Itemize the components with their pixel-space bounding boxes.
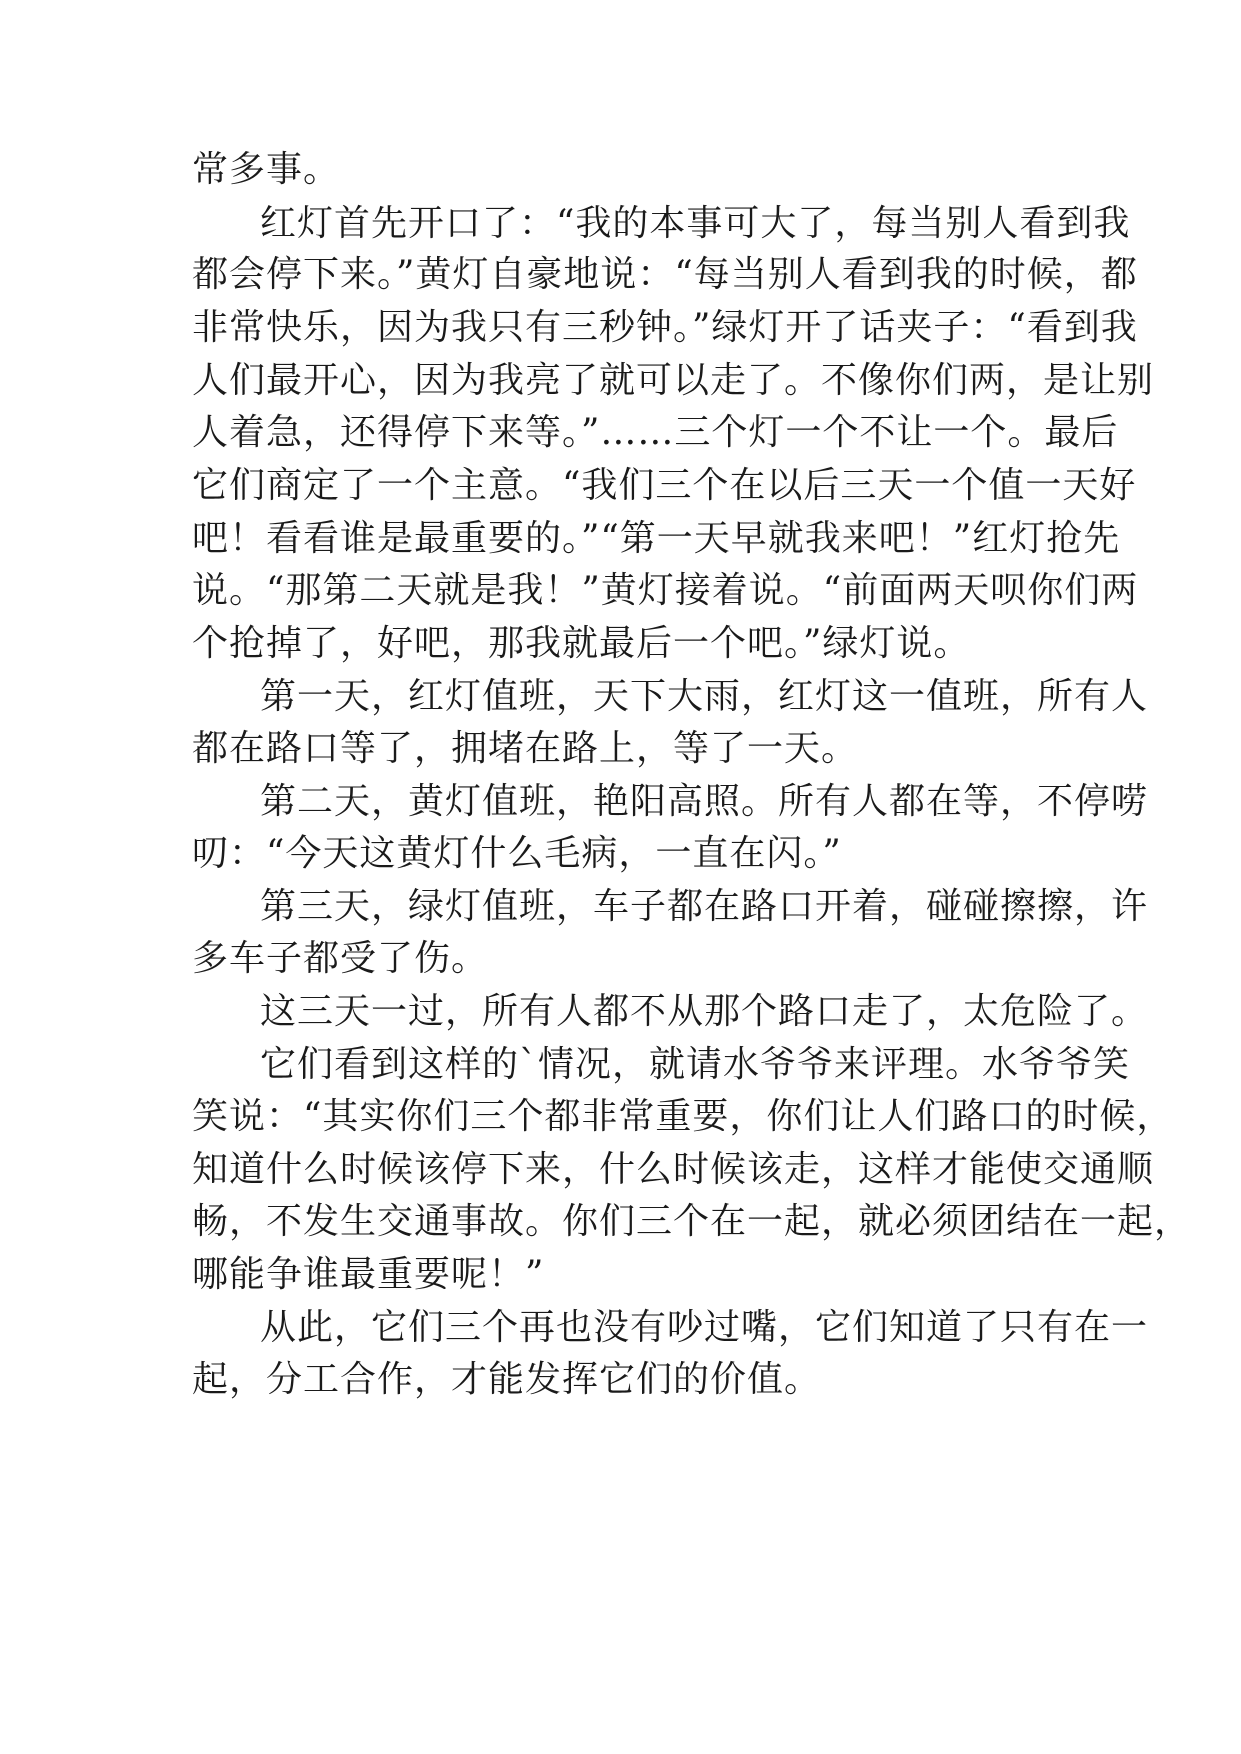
text-line: 人们最开心，因为我亮了就可以走了。不像你们两，是让别 [192,360,1155,401]
text-line: 都在路口等了，拥堵在路上，等了一天。 [192,728,859,769]
text-line: 哪能争谁最重要呢！” [192,1254,545,1295]
text-line: 知道什么时候该停下来，什么时候该走，这样才能使交通顺 [192,1149,1155,1190]
text-line: 第三天，绿灯值班，车子都在路口开着，碰碰擦擦，许 [260,886,1149,927]
text-line: 第二天，黄灯值班，艳阳高照。所有人都在等，不停唠 [260,781,1149,822]
text-line: 起，分工合作，才能发挥它们的价值。 [192,1359,822,1400]
text-line: 个抢掉了，好吧，那我就最后一个吧。”绿灯说。 [192,623,971,664]
text-line: 这三天一过，所有人都不从那个路口走了，太危险了。 [260,991,1149,1032]
text-line: 吧！看看谁是最重要的。”“第一天早就我来吧！”红灯抢先 [192,518,1121,559]
text-line: 常多事。 [192,149,341,190]
text-line: 说。“那第二天就是我！”黄灯接着说。“前面两天呗你们两 [192,570,1139,611]
text-line: 第一天，红灯值班，天下大雨，红灯这一值班，所有人 [260,676,1149,717]
text-line: 叨：“今天这黄灯什么毛病，一直在闪。” [192,833,842,874]
text-line: 都会停下来。”黄灯自豪地说：“每当别人看到我的时候，都 [192,254,1138,295]
text-line: 它们商定了一个主意。“我们三个在以后三天一个值一天好 [192,465,1137,506]
text-line: 笑说：“其实你们三个都非常重要，你们让人们路口的时候， [192,1096,1174,1137]
text-line: 它们看到这样的`情况，就请水爷爷来评理。水爷爷笑 [260,1044,1131,1085]
text-line: 人着急，还得停下来等。”……三个灯一个不让一个。最后 [192,412,1119,453]
text-line: 畅，不发生交通事故。你们三个在一起，就必须团结在一起， [192,1201,1192,1242]
text-line: 多车子都受了伤。 [192,938,489,979]
text-line: 非常快乐，因为我只有三秒钟。”绿灯开了话夹子：“看到我 [192,307,1138,348]
text-line: 从此，它们三个再也没有吵过嘴，它们知道了只有在一 [260,1307,1149,1348]
text-line: 红灯首先开口了：“我的本事可大了，每当别人看到我 [260,203,1131,244]
